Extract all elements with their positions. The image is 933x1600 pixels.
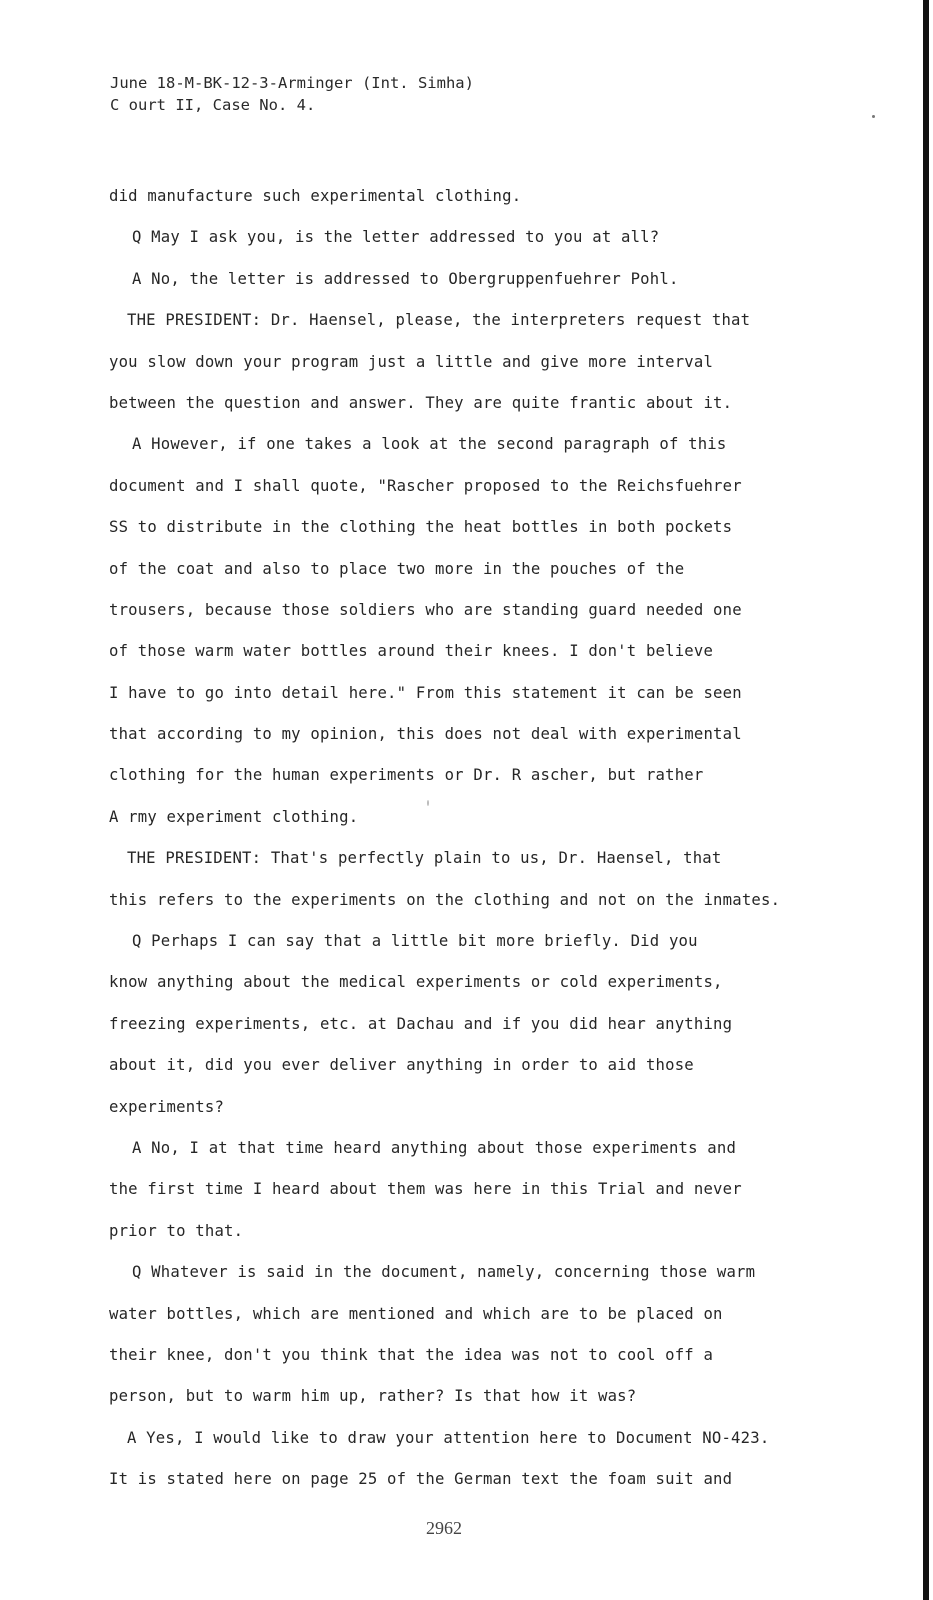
transcript-line: clothing for the human experiments or Dr. R ascher, but rather xyxy=(109,766,704,785)
transcript-line: prior to that. xyxy=(109,1221,244,1240)
paper-speck xyxy=(872,115,875,118)
transcript-line: know anything about the medical experiments or cold experiments, xyxy=(109,973,723,992)
transcript-line: A No, I at that time heard anything about those experiments and xyxy=(132,1138,737,1157)
transcript-line: that according to my opinion, this does not deal with experimental xyxy=(109,725,742,744)
transcript-line: freezing experiments, etc. at Dachau and if you did hear anything xyxy=(109,1014,733,1033)
transcript-line: water bottles, which are mentioned and which are to be placed on xyxy=(109,1304,723,1323)
transcript-line: experiments? xyxy=(109,1097,225,1116)
transcript-line: A No, the letter is addressed to Obergruppenfuehrer Pohl. xyxy=(132,269,679,288)
transcript-line: I have to go into detail here." From this statement it can be seen xyxy=(109,683,742,702)
transcript-line: A rmy experiment clothing. xyxy=(109,807,359,826)
transcript-line: Q May I ask you, is the letter addressed to you at all? xyxy=(132,228,660,247)
transcript-line: SS to distribute in the clothing the heat bottles in both pockets xyxy=(109,518,733,537)
transcript-line: trousers, because those soldiers who are standing guard needed one xyxy=(109,600,742,619)
transcript-header xyxy=(110,72,474,116)
transcript-body xyxy=(109,176,824,1501)
header-line-court-case: C ourt II, Case No. 4. xyxy=(110,96,316,114)
transcript-line: It is stated here on page 25 of the German text the foam suit and xyxy=(109,1470,733,1489)
document-page xyxy=(2,0,929,1600)
transcript-line: of those warm water bottles around their knees. I don't believe xyxy=(109,642,714,661)
transcript-line: this refers to the experiments on the clothing and not on the inmates. xyxy=(109,890,781,909)
transcript-line: Q Perhaps I can say that a little bit more briefly. Did you xyxy=(132,932,698,951)
transcript-line: document and I shall quote, "Rascher proposed to the Reichsfuehrer xyxy=(109,476,742,495)
page-number: 2962 xyxy=(426,1518,462,1538)
transcript-line: person, but to warm him up, rather? Is that how it was? xyxy=(109,1387,637,1406)
transcript-line: about it, did you ever deliver anything in order to aid those xyxy=(109,1056,694,1075)
transcript-line: of the coat and also to place two more in the pouches of the xyxy=(109,559,685,578)
transcript-line: Q Whatever is said in the document, namely, concerning those warm xyxy=(132,1263,756,1282)
transcript-line: A Yes, I would like to draw your attention here to Document NO-423. xyxy=(127,1428,770,1447)
transcript-line: between the question and answer. They are quite frantic about it. xyxy=(109,393,733,412)
transcript-line: THE PRESIDENT: Dr. Haensel, please, the interpreters request that xyxy=(127,311,751,330)
transcript-line: A However, if one takes a look at the second paragraph of this xyxy=(132,435,727,454)
transcript-line: their knee, don't you think that the idea was not to cool off a xyxy=(109,1345,714,1364)
transcript-line: you slow down your program just a little and give more interval xyxy=(109,352,714,371)
transcript-line: the first time I heard about them was here in this Trial and never xyxy=(109,1180,742,1199)
transcript-line: did manufacture such experimental clothing. xyxy=(109,187,522,205)
paper-speck xyxy=(427,800,429,806)
header-line-date-reporter: June 18-M-BK-12-3-Arminger (Int. Simha) xyxy=(110,74,474,92)
transcript-line: THE PRESIDENT: That's perfectly plain to us, Dr. Haensel, that xyxy=(127,849,722,868)
